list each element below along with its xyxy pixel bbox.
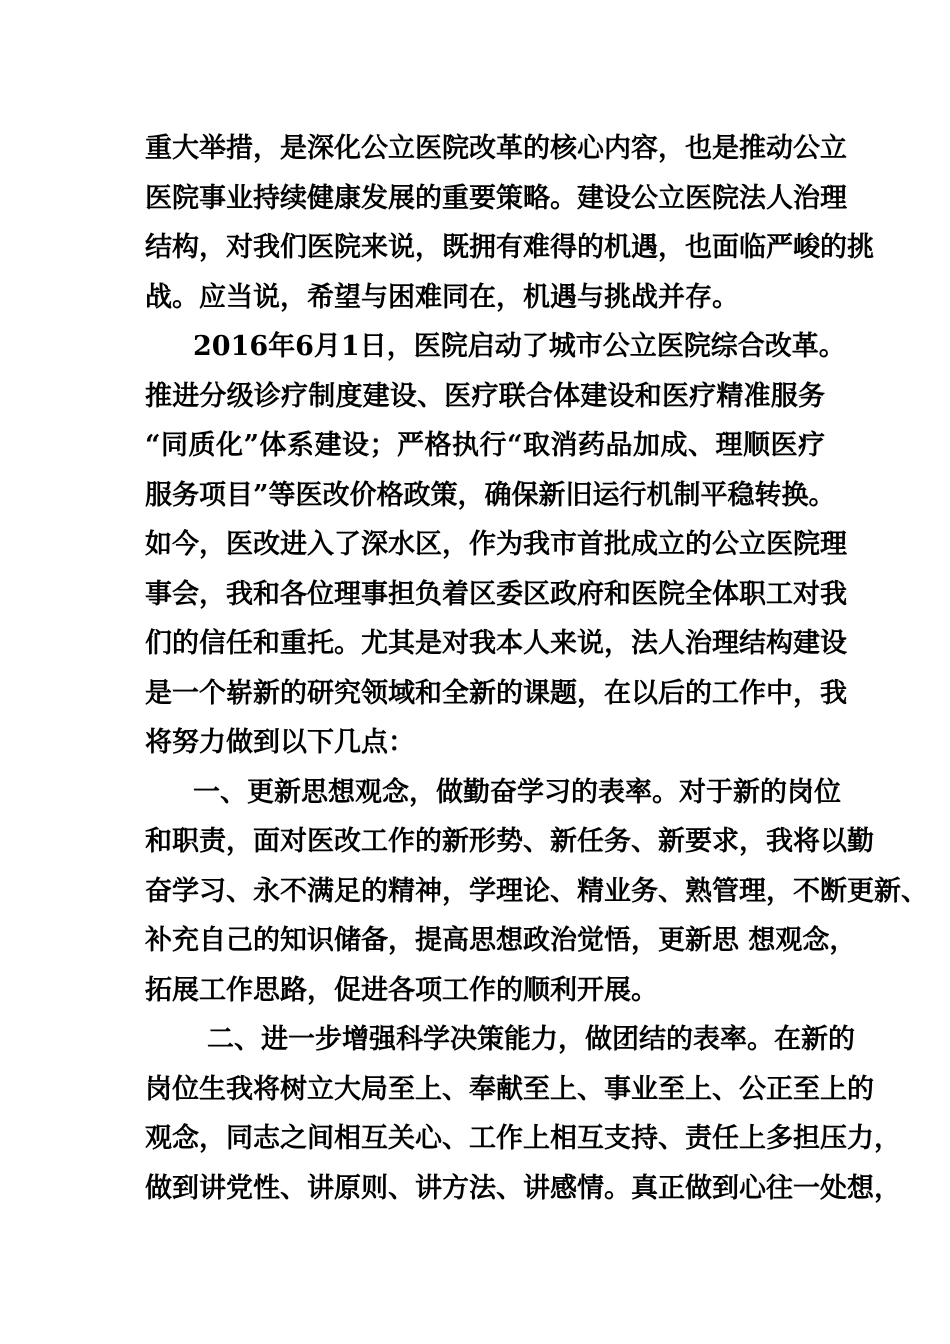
text-line: 是一个崭新的研究领域和全新的课题，在以后的工作中，我 [145, 677, 847, 709]
text-line: 和职责，面对医改工作的新形势、新任务、新要求，我将以勤 [145, 826, 874, 857]
text-line: 如今，医改进入了深水区，作为我市首批成立的公立医院理 [145, 529, 847, 560]
text-line: 结构，对我们医院来说，既拥有难得的机遇，也面临严峻的挑 [145, 232, 874, 263]
text-line: 2016年6月1日，医院启动了城市公立医院综合改革。 [193, 331, 846, 362]
text-line: 战。应当说，希望与困难同在，机遇与挑战并存。 [145, 281, 739, 313]
text-line: 将努力做到以下几点： [145, 727, 415, 758]
text-line: “同质化”体系建设；严格执行“取消药品加成、理顺医疗 [145, 430, 826, 461]
text-line: 推进分级诊疗制度建设、医疗联合体建设和医疗精准服务 [145, 380, 826, 412]
text-line: 二、进一步增强科学决策能力，做团结的表率。在新的 [207, 1024, 855, 1055]
text-line: 一、更新思想观念，做勤奋学习的表率。对于新的岗位 [193, 776, 841, 808]
text-line: 补充自己的知识储备，提高思想政治觉悟，更新思 想观念， [145, 925, 857, 956]
document-body [145, 124, 928, 1213]
text-line: 奋学习、永不满足的精神，学理论、精业务、熟管理，不断更新、 [145, 875, 928, 907]
text-line: 们的信任和重托。尤其是对我本人来说，法人治理结构建设 [145, 628, 847, 659]
text-line: 做到讲党性、讲原则、讲方法、讲感情。真正做到心往一处想， [145, 1172, 901, 1204]
text-line: 医院事业持续健康发展的重要策略。建设公立医院法人治理 [145, 182, 847, 214]
text-line: 事会，我和各位理事担负着区委区政府和医院全体职工对我 [145, 578, 847, 610]
text-line: 重大举措，是深化公立医院改革的核心内容，也是推动公立 [145, 133, 847, 164]
text-line: 拓展工作思路，促进各项工作的顺利开展。 [145, 974, 658, 1006]
text-line: 观念，同志之间相互关心、工作上相互支持、责任上多担压力， [145, 1123, 901, 1154]
text-line: 服务项目”等医改价格政策，确保新旧运行机制平稳转换。 [145, 479, 836, 511]
text-line: 岗位生我将树立大局至上、奉献至上、事业至上、公正至上的 [145, 1073, 874, 1105]
